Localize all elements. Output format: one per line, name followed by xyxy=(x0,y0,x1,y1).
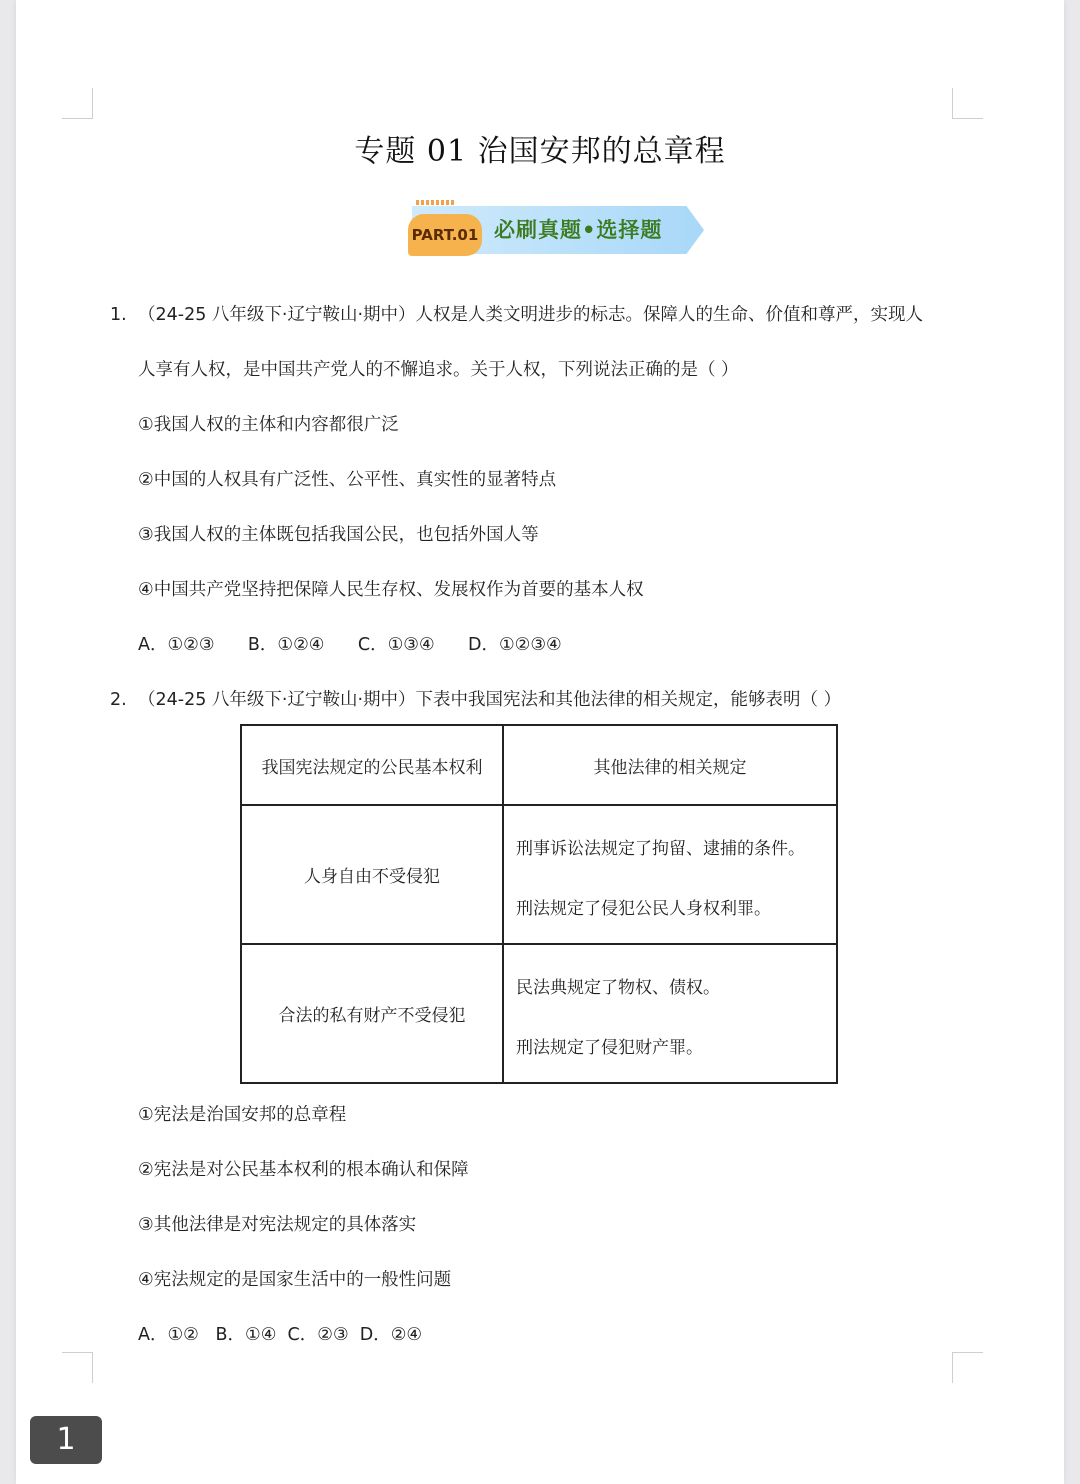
banner-decoration xyxy=(416,200,456,205)
crop-mark xyxy=(952,88,983,119)
table-row xyxy=(241,805,837,944)
question-1-stem-cont: 人享有人权，是中国共产党人的不懈追求。关于人权，下列说法正确的是（ ） xyxy=(138,360,739,380)
table-header-row xyxy=(241,725,837,805)
option-item: ②中国的人权具有广泛性、公平性、真实性的显著特点 xyxy=(138,470,557,490)
table-cell-right: 合法的私有财产不受侵犯 xyxy=(241,944,503,1083)
question-text: （24-25 八年级下·辽宁鞍山·期中）下表中我国宪法和其他法律的相关规定，能够表明（ ） xyxy=(138,690,842,710)
option-item: ③其他法律是对宪法规定的具体落实 xyxy=(138,1215,417,1235)
table-cell-laws xyxy=(503,805,837,944)
law-item: 刑事诉讼法规定了拘留、逮捕的条件。 xyxy=(516,839,805,859)
question-number: 2. xyxy=(110,690,127,710)
answer-choices: A．①②③ B．①②④ C．①③④ D．①②③④ xyxy=(138,635,562,655)
table-cell-right: 人身自由不受侵犯 xyxy=(241,805,503,944)
option-item: ④中国共产党坚持把保障人民生存权、发展权作为首要的基本人权 xyxy=(138,580,644,600)
law-item: 民法典规定了物权、债权。 xyxy=(516,978,720,998)
answer-choices: A．①② B．①④ C．②③ D．②④ xyxy=(138,1325,423,1345)
question-number: 1. xyxy=(110,305,127,325)
table-header: 其他法律的相关规定 xyxy=(503,725,837,805)
option-item: ①我国人权的主体和内容都很广泛 xyxy=(138,415,399,435)
table-row xyxy=(241,944,837,1083)
crop-mark xyxy=(62,88,93,119)
crop-mark xyxy=(952,1352,983,1383)
question-text: （24-25 八年级下·辽宁鞍山·期中）人权是人类文明进步的标志。保障人的生命、价值和尊严，实现人 xyxy=(138,305,924,325)
option-item: ①宪法是治国安邦的总章程 xyxy=(138,1105,347,1125)
banner-part-tag: PART.01 xyxy=(408,214,482,256)
crop-mark xyxy=(62,1352,93,1383)
law-item: 刑法规定了侵犯财产罪。 xyxy=(516,1038,703,1058)
option-item: ④宪法规定的是国家生活中的一般性问题 xyxy=(138,1270,452,1290)
law-comparison-table xyxy=(240,724,838,1084)
section-banner xyxy=(408,200,704,260)
page-number-badge[interactable]: 1 xyxy=(30,1416,102,1464)
document-title: 专题 01 治国安邦的总章程 xyxy=(354,134,726,169)
law-item: 刑法规定了侵犯公民人身权利罪。 xyxy=(516,899,771,919)
table-header: 我国宪法规定的公民基本权利 xyxy=(241,725,503,805)
question-1-stem xyxy=(110,301,923,326)
option-item: ②宪法是对公民基本权利的根本确认和保障 xyxy=(138,1160,469,1180)
banner-label: 必刷真题•选择题 xyxy=(494,218,663,242)
option-item: ③我国人权的主体既包括我国公民，也包括外国人等 xyxy=(138,525,539,545)
question-2-stem xyxy=(110,686,841,711)
table-cell-laws xyxy=(503,944,837,1083)
